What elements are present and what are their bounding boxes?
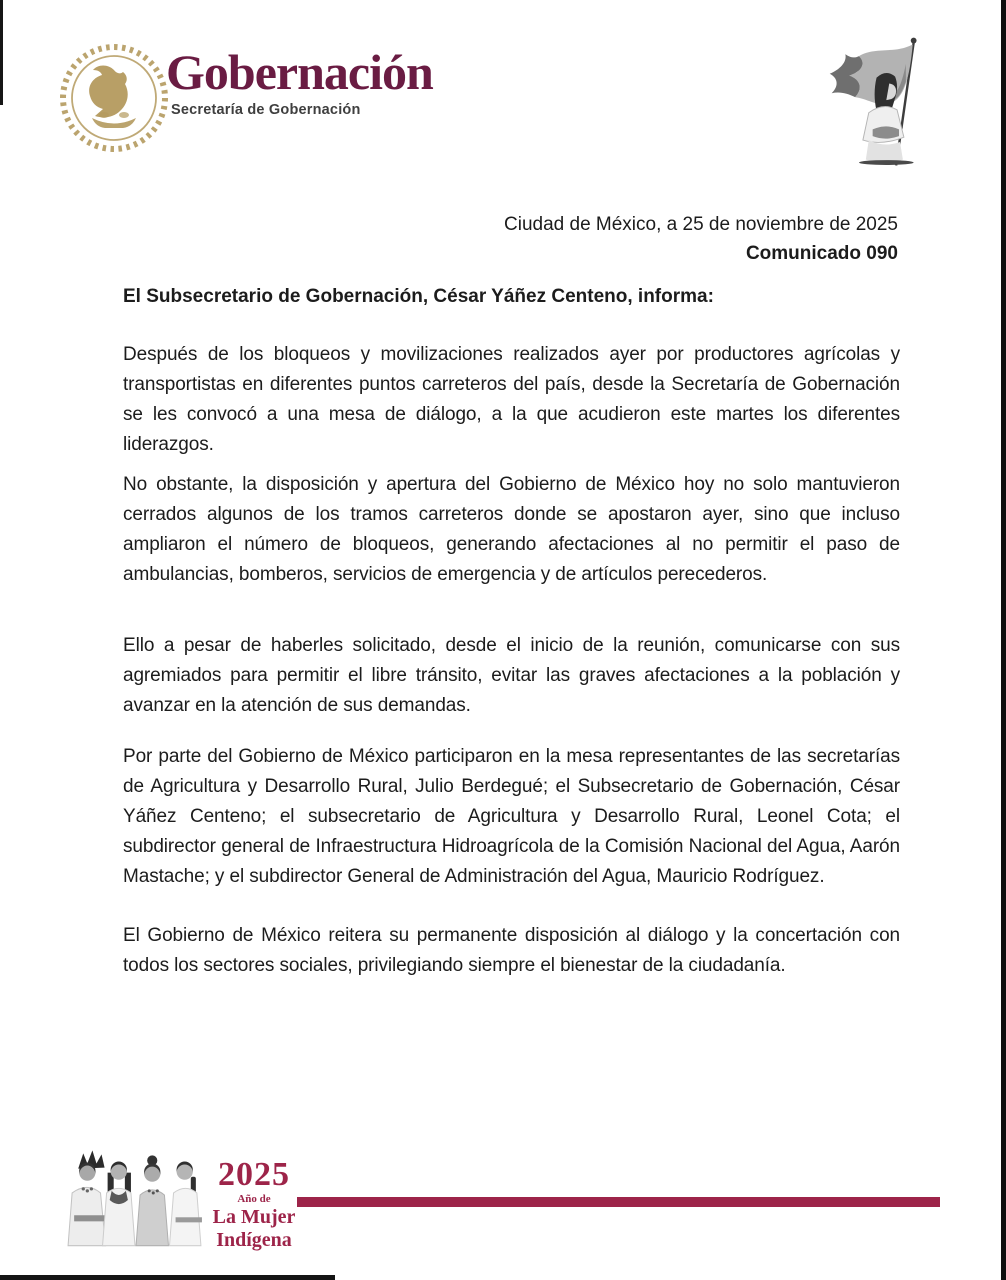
woman-with-mexican-flag-illustration bbox=[818, 34, 940, 172]
footer-year: 2025 bbox=[218, 1156, 290, 1193]
body-paragraph: Por parte del Gobierno de México participaron en la mesa representantes de las secretarías de Agricultura y Desarrollo Rural, Julio Berdegué; el Subsecretario de Gobernación, César Yáñez Centeno; el subsecretario de Agricultura y Desarrollo Rural, Leonel Cota; el subdirector general de Infraestructura Hidroagrícola de la Comisión Nacional del Agua, Aarón Mastache; y el subdirector General de Administración del Agua, Mauricio Rodríguez. bbox=[123, 746, 900, 887]
brand-subtitle: Secretaría de Gobernación bbox=[171, 101, 361, 118]
mexico-coat-of-arms-icon bbox=[58, 42, 170, 154]
body-paragraph: Ello a pesar de haberles solicitado, desde el inicio de la reunión, comunicarse con sus agremiados para permitir el libre tránsito, evitar las graves afectaciones a la población y avanzar en la atención de sus demandas. bbox=[123, 635, 900, 716]
footer-subtitle-line1: La Mujer bbox=[212, 1206, 296, 1229]
headline: El Subsecretario de Gobernación, César Yáñez Centeno, informa: bbox=[123, 286, 714, 307]
body-paragraph: Después de los bloqueos y movilizaciones realizados ayer por productores agrícolas y transportistas en diferentes puntos carreteros del país, desde la Secretaría de Gobernación se les convocó a una mesa de diálogo, a la que acudieron este martes los diferentes liderazgos. bbox=[123, 344, 900, 455]
brand-wordmark: Gobernación bbox=[166, 44, 433, 100]
year-lockup bbox=[206, 1158, 302, 1252]
bulletin-number: Comunicado 090 bbox=[745, 243, 898, 264]
photo-edge-right bbox=[1001, 0, 1006, 1280]
body-paragraph: El Gobierno de México reitera su permanente disposición al diálogo y la concertación con todos los sectores sociales, privilegiando siempre el bienestar de la ciudadanía. bbox=[123, 925, 900, 976]
footer-subtitle-small: Año de bbox=[237, 1193, 271, 1205]
document-header bbox=[58, 34, 940, 172]
photo-edge-left bbox=[0, 0, 3, 105]
body-paragraph: No obstante, la disposición y apertura del Gobierno de México hoy no solo mantuvieron cerrados algunos de los tramos carreteros donde se apostaron ayer, sino que incluso ampliaron el número de bloqueos, generando afectaciones al no permitir el paso de ambulancias, bomberos, servicios de emergencia y de artículos perecederos. bbox=[123, 474, 900, 585]
dateline-block bbox=[504, 210, 898, 268]
dateline: Ciudad de México, a 25 de noviembre de 2025 bbox=[504, 214, 898, 235]
footer-accent-bar bbox=[297, 1197, 940, 1207]
four-indigenous-women-illustration bbox=[64, 1146, 206, 1248]
photo-edge-bottom bbox=[0, 1275, 335, 1280]
brand-lockup bbox=[166, 46, 433, 118]
footer-subtitle-line2: Indígena bbox=[216, 1229, 292, 1252]
